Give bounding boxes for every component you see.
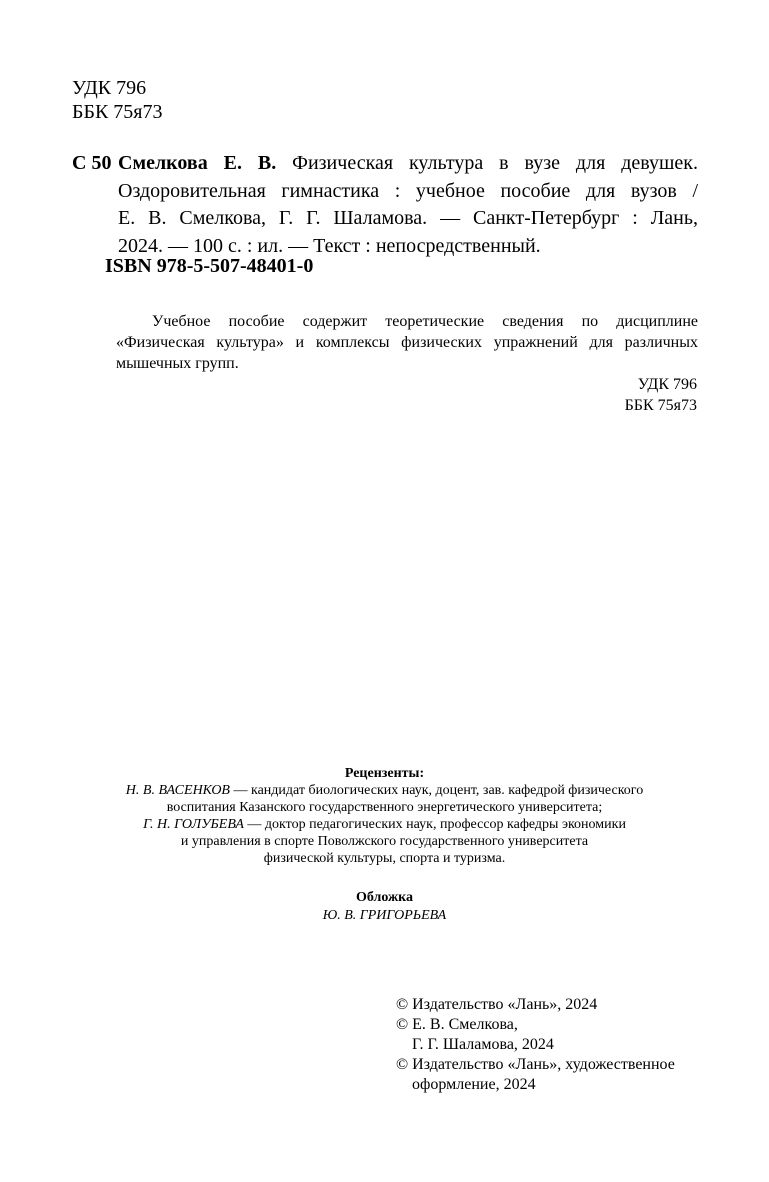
- reviewer-2-line-2: и управления в спорте Поволжского государственного университета: [180, 834, 589, 849]
- reviewer-2-name: Г. Н. ГОЛУБЕВА: [143, 817, 244, 832]
- classification-codes-right: [625, 374, 697, 416]
- isbn: ISBN 978-5-507-48401-0: [105, 255, 314, 277]
- catalog-line-3: Е. В. Смелкова, Г. Г. Шаламова. — Санкт-Петербург : Лань,: [118, 207, 698, 229]
- cover-designer: Ю. В. ГРИГОРЬЕВА: [322, 908, 447, 923]
- catalog-author: Смелкова Е. В.: [118, 152, 277, 174]
- bbk-code: ББК 75я73: [72, 101, 163, 123]
- catalog-entry: [118, 150, 698, 260]
- copyright-design: © Издательство «Лань», художественное: [396, 1056, 675, 1073]
- copyright-publisher: © Издательство «Лань», 2024: [396, 996, 598, 1013]
- udk-code-right: УДК 796: [637, 376, 697, 393]
- reviewer-2-line-3: физической культуры, спорта и туризма.: [263, 851, 506, 866]
- reviewer-1-desc-1: — кандидат биологических наук, доцент, зав. кафедрой физического: [229, 783, 644, 798]
- annotation-line-2: «Физическая культура» и комплексы физических упражнений для различных: [116, 334, 698, 351]
- reviewers-block: [0, 765, 769, 867]
- copyright-authors-cont: Г. Г. Шаламова, 2024: [412, 1036, 554, 1053]
- catalog-line-4: 2024. — 100 с. : ил. — Текст : непосредственный.: [118, 234, 541, 257]
- classification-codes: [72, 76, 163, 124]
- copyright-block: [396, 995, 675, 1095]
- bbk-code-right: ББК 75я73: [624, 397, 697, 414]
- cover-heading: Обложка: [355, 890, 414, 905]
- reviewer-2-desc-1: — доктор педагогических наук, профессор кафедры экономики: [243, 817, 626, 832]
- copyright-design-cont: оформление, 2024: [412, 1076, 536, 1093]
- cover-credit: [0, 889, 769, 925]
- catalog-title: Физическая культура в вузе для девушек.: [292, 152, 699, 174]
- reviewer-2-line-1: [0, 816, 769, 833]
- catalog-line-1: [118, 150, 698, 178]
- reviewers-heading: Рецензенты:: [344, 766, 425, 781]
- catalog-line-2: Оздоровительная гимнастика : учебное пособие для вузов /: [118, 179, 698, 202]
- reviewer-1-line-1: [0, 782, 769, 799]
- udk-code: УДК 796: [72, 77, 147, 99]
- reviewer-1-line-2: воспитания Казанского государственного энергетического университета;: [166, 800, 603, 815]
- reviewer-1-name: Н. В. ВАСЕНКОВ: [125, 783, 230, 798]
- annotation-line-1: Учебное пособие содержит теоретические сведения по дисциплине: [152, 313, 698, 330]
- annotation: [116, 311, 698, 374]
- copyright-authors: © Е. В. Смелкова,: [396, 1016, 518, 1033]
- annotation-line-3: мышечных групп.: [116, 355, 239, 372]
- author-sign: С 50: [72, 152, 112, 174]
